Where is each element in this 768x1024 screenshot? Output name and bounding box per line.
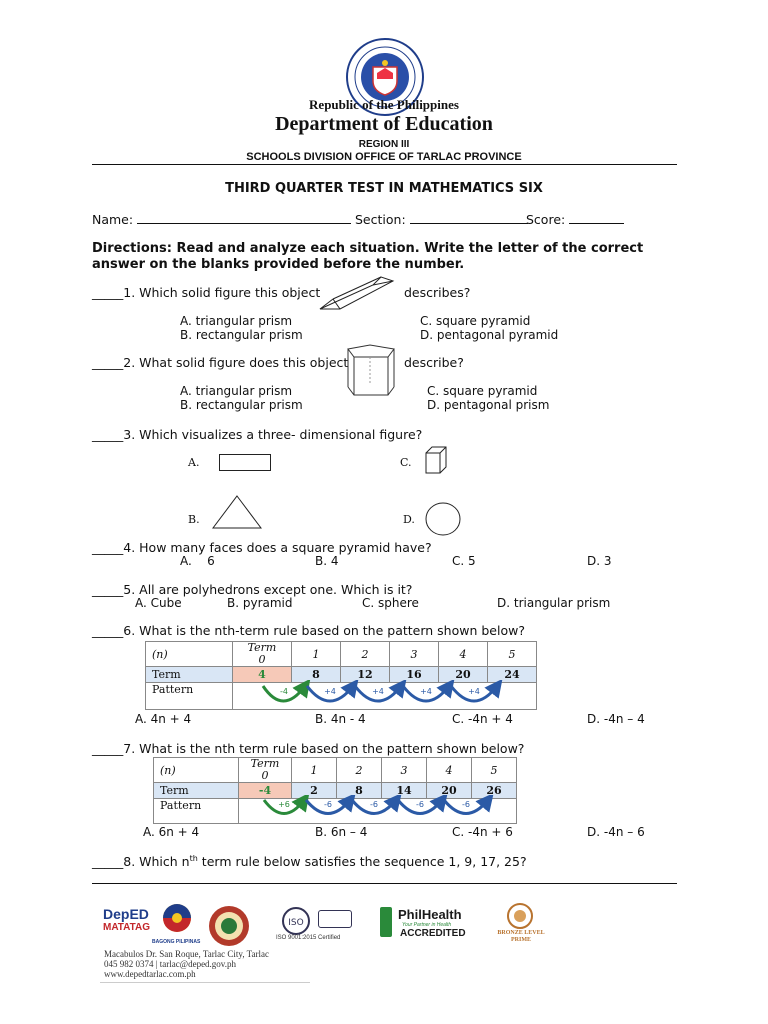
header-3: 3 — [382, 758, 427, 783]
q2-option-c: C. square pyramid — [427, 384, 538, 398]
footer-divider — [92, 883, 677, 884]
header-2: 2 — [341, 642, 390, 667]
q5-option-c: C. sphere — [362, 596, 419, 610]
arrow-label: -6 — [462, 800, 470, 809]
term-value: 20 — [427, 783, 472, 799]
q6-arrows — [255, 680, 525, 712]
arrow-label: +4 — [372, 687, 384, 696]
website-link[interactable]: www.depedtarlac.com.ph — [104, 969, 196, 979]
section-blank[interactable] — [410, 212, 528, 224]
q5-option-d: D. triangular prism — [497, 596, 611, 610]
q1-option-c: C. square pyramid — [420, 314, 531, 328]
section-label: Section: — [355, 212, 406, 227]
header-5: 5 — [472, 758, 517, 783]
header-1: 1 — [292, 758, 337, 783]
q2-option-d: D. pentagonal prism — [427, 398, 550, 412]
score-label: Score: — [526, 212, 566, 227]
region-label: REGION III — [358, 139, 410, 150]
name-field — [92, 212, 351, 227]
header-2: 2 — [337, 758, 382, 783]
term-value: 8 — [337, 783, 382, 799]
pattern-row-label: Pattern — [154, 799, 239, 824]
q7-stem: _____7. What is the nth term rule based on the pattern shown below? — [92, 741, 525, 756]
header-1: 1 — [292, 642, 341, 667]
q2-stem-b: describe? — [404, 355, 464, 370]
bronze-level-label: BRONZE LEVEL PRIME — [497, 930, 545, 943]
q1-stem-a: _____1. Which solid figure this object — [92, 285, 321, 300]
term-value: 24 — [488, 667, 537, 683]
svg-text:ISO: ISO — [288, 918, 304, 928]
q6-option-c: C. -4n + 4 — [452, 712, 513, 726]
q4-option-b: B. 4 — [315, 554, 339, 568]
q7-option-c: C. -4n + 6 — [452, 825, 513, 839]
term-zero-header: Term 0 — [239, 758, 292, 783]
q4-option-c: C. 5 — [452, 554, 476, 568]
header-5: 5 — [488, 642, 537, 667]
q6-option-b: B. 4n - 4 — [315, 712, 366, 726]
certification-badge-icon — [318, 910, 352, 928]
q2-option-b: B. rectangular prism — [180, 398, 303, 412]
circle-figure — [424, 501, 462, 537]
arrow-label: +4 — [324, 687, 336, 696]
term-value: 26 — [472, 783, 517, 799]
bagong-label: BAGONG PILIPINAS — [152, 939, 201, 945]
score-field — [526, 212, 624, 227]
directions-text: Directions: Read and analyze each situation. Write the letter of the correct answer on the blanks provided before the number. — [92, 241, 644, 272]
footer-line — [100, 982, 310, 983]
q4-option-a: A. 6 — [180, 554, 215, 568]
q5-option-b: B. pyramid — [227, 596, 293, 610]
term-value: 4 — [233, 667, 292, 683]
term-value: 20 — [439, 667, 488, 683]
q5-option-a: A. Cube — [135, 596, 182, 610]
arrow-label: -6 — [416, 800, 424, 809]
deped-matatag-logo: DepED MATATAG — [103, 906, 151, 933]
contact-text: 045 982 0374 | tarlac@deped.gov.ph — [104, 959, 236, 969]
republic-label: Republic of the Philippines — [309, 97, 459, 112]
q5-stem: _____5. All are polyhedrons except one. Which is it? — [92, 582, 413, 597]
term-row-label: Term — [154, 783, 239, 799]
rectangle-figure — [219, 454, 271, 471]
q1-stem-b: describes? — [404, 285, 471, 300]
q1-option-d: D. pentagonal pyramid — [420, 328, 559, 342]
q4-option-d: D. 3 — [587, 554, 612, 568]
department-title: Department of Education — [275, 113, 493, 135]
q3-option-b: B. — [188, 513, 200, 526]
bagong-pilipinas-logo — [156, 902, 198, 940]
q3-option-c: C. — [400, 456, 412, 469]
accredited-label: ACCREDITED — [400, 928, 466, 939]
philhealth-name: PhilHealth — [398, 907, 462, 922]
term-value: 2 — [292, 783, 337, 799]
q2-stem-a: _____2. What solid figure does this object — [92, 355, 349, 370]
q3-option-a: A. — [188, 456, 200, 469]
division-label: SCHOOLS DIVISION OFFICE OF TARLAC PROVINCE — [246, 151, 522, 163]
header-4: 4 — [427, 758, 472, 783]
q3-stem: _____3. Which visualizes a three- dimensional figure? — [92, 427, 423, 442]
q7-option-a: A. 6n + 4 — [143, 825, 200, 839]
arrow-label: -4 — [280, 687, 288, 696]
q7-option-b: B. 6n – 4 — [315, 825, 368, 839]
header-3: 3 — [390, 642, 439, 667]
iso-label: ISO 9001:2015 Certified — [276, 935, 341, 941]
division-seal-logo — [207, 904, 251, 948]
triangle-figure — [210, 493, 264, 531]
q1-option-a: A. triangular prism — [180, 314, 293, 328]
arrow-label: -6 — [370, 800, 378, 809]
arrow-label: +6 — [278, 800, 290, 809]
term-row-label: Term — [146, 667, 233, 683]
philhealth-icon — [380, 907, 392, 937]
cube-figure — [424, 445, 448, 475]
q8-stem: _____8. Which $n^{th}$ term rule below satisfies the sequence 1, 9, 17, 25? — [92, 854, 527, 870]
arrow-label: +4 — [420, 687, 432, 696]
q7-option-d: D. -4n – 6 — [587, 825, 645, 839]
term-value: 8 — [292, 667, 341, 683]
section-field — [355, 212, 528, 227]
q6-option-a: A. 4n + 4 — [135, 712, 192, 726]
term-zero-header: Term 0 — [233, 642, 292, 667]
q7-arrows — [258, 795, 508, 823]
triangular-prism-figure — [315, 275, 400, 315]
n-label: (n) — [146, 642, 233, 667]
q3-option-d: D. — [403, 513, 415, 526]
arrow-label: -6 — [324, 800, 332, 809]
pattern-row-label: Pattern — [146, 683, 233, 710]
q4-stem: _____4. How many faces does a square pyramid have? — [92, 540, 432, 555]
iso-badge-icon — [278, 906, 314, 936]
name-label: Name: — [92, 212, 134, 227]
term-value: 12 — [341, 667, 390, 683]
name-blank[interactable] — [137, 212, 351, 224]
header-4: 4 — [439, 642, 488, 667]
philhealth-tag: Your Partner in Health — [402, 922, 452, 928]
term-value: 16 — [390, 667, 439, 683]
term-value: 14 — [382, 783, 427, 799]
q6-stem: _____6. What is the nth-term rule based on the pattern shown below? — [92, 623, 525, 638]
header-divider — [92, 164, 677, 165]
prime-hrm-emblem-icon — [500, 902, 540, 930]
test-title: THIRD QUARTER TEST IN MATHEMATICS SIX — [225, 181, 543, 196]
arrow-label: +4 — [468, 687, 480, 696]
q6-option-d: D. -4n – 4 — [587, 712, 645, 726]
pentagonal-prism-figure — [340, 343, 400, 401]
term-value: -4 — [239, 783, 292, 799]
address-text: Macabulos Dr. San Roque, Tarlac City, Tarlac — [104, 949, 270, 959]
q1-option-b: B. rectangular prism — [180, 328, 303, 342]
q2-option-a: A. triangular prism — [180, 384, 293, 398]
n-label: (n) — [154, 758, 239, 783]
score-blank[interactable] — [569, 212, 624, 224]
